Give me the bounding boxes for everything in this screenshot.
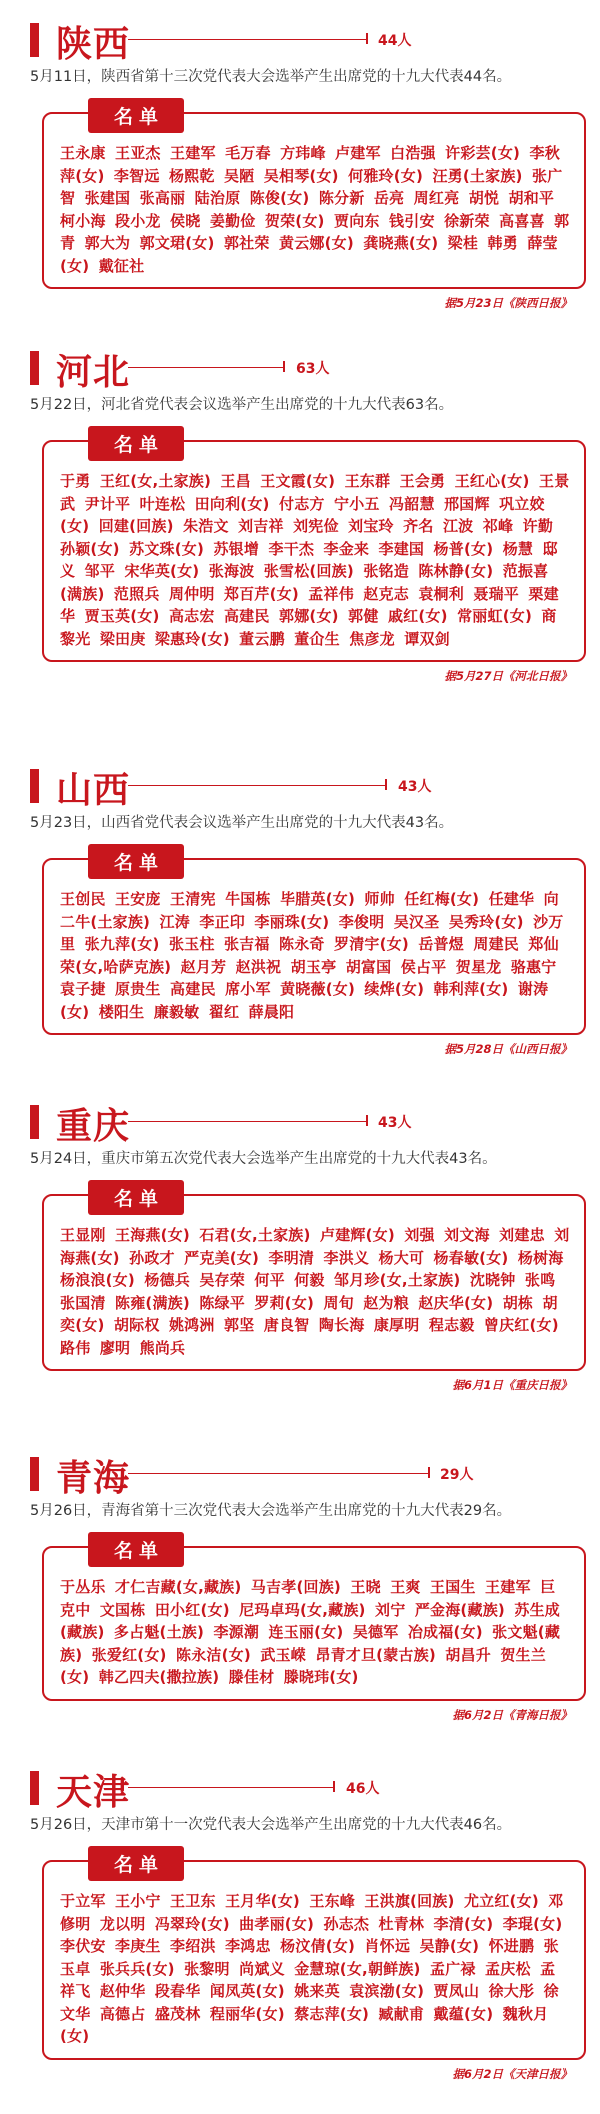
name-list: 于勇 王红(女,土家族) 王昌 王文霞(女) 王东群 王会勇 王红心(女) 王景武 尹计平 叶连松 田向利(女) 付志方 宁小五 冯韶慧 邢国辉 巩立姣(女) 回建(回族) 朱浩文 刘吉祥 刘宪俭 刘宝玲 齐名 江波 祁峰 许勤 孙颖(女) 苏文珠(女) 苏银增 李干杰 李金来 李建国 杨普(女) 杨慧 邸义 邹平 宋华英(女) 张海波 张雪松(回族) 张铭造 陈林静(女) 范振喜(满族) 范照兵 周仲明 郑百芹(女) 孟祥伟 赵克志 袁桐利 聂瑞平 栗建华 贾玉英(女) 高志宏 高建民 郭娜(女) 郭健 戚红(女) 常丽虹(女) 商黎光 梁田庚 梁惠玲(女) 董云鹏 董仚生 焦彦龙 谭双剑 — [60, 472, 570, 648]
title-accent-bar — [30, 351, 39, 385]
name-list: 王创民 王安庞 王清宪 牛国栋 毕腊英(女) 师帅 任红梅(女) 任建华 向二牛(土家族) 江涛 李正印 李丽珠(女) 李俊明 吴汉圣 吴秀玲(女) 沙万里 张九萍(女) 张玉柱 张吉福 陈永奇 罗清宇(女) 岳普煜 周建民 郑仙荣(女,哈萨克族) 赵月芳 赵洪祝 胡玉亭 胡富国 侯占平 贺星龙 骆惠宁 袁子捷 原贵生 高建民 席小军 黄晓薇(女) 续烨(女) 韩利萍(女) 谢涛(女) 楼阳生 廉毅敏 翟红 薛晨阳 — [60, 890, 564, 1021]
section-count: 43人 — [398, 779, 432, 795]
section-title: 天津 — [56, 1772, 131, 1813]
name-list-box — [42, 1540, 586, 1701]
title-rule — [128, 39, 366, 40]
name-list: 于丛乐 才仁吉藏(女,藏族) 马吉孝(回族) 王晓 王爽 王国生 王建军 巨克中 文国栋 田小红(女) 尼玛卓玛(女,藏族) 刘宁 严金海(藏族) 苏生成(藏族) 多占魁(土族) 李源潮 连玉丽(女) 吴德军 冶成福(女) 张文魁(藏族) 张爱红(女) 陈永洁(女) 武玉嵘 昂青才旦(蒙古族) 胡昌升 贺生兰(女) 韩乙四夫(撒拉族) 滕佳材 滕晓玮(女) — [60, 1578, 561, 1686]
title-accent-bar — [30, 1771, 39, 1805]
title-rule-end — [333, 1781, 335, 1792]
source-note: 据5月28日《山西日报》 — [444, 1042, 572, 1056]
title-accent-bar — [30, 23, 39, 57]
section-header — [30, 334, 586, 393]
section-header — [30, 752, 586, 811]
section-header — [30, 1088, 586, 1147]
section-intro: 5月22日，河北省党代表会议选举产生出席党的十九大代表63名。 — [30, 397, 454, 413]
section-title: 陕西 — [56, 24, 131, 65]
name-list-box — [42, 1188, 586, 1371]
name-list-box — [42, 1854, 586, 2060]
name-list: 王显刚 王海燕(女) 石君(女,土家族) 卢建辉(女) 刘强 刘文海 刘建忠 刘海燕(女) 孙政才 严克美(女) 李明清 李洪义 杨大可 杨春敏(女) 杨树海 杨浪浪(女) 杨德兵 吴存荣 何平 何毅 邹月珍(女,土家族) 沈晓钟 张鸣 张国清 陈雍(满族) 陈绿平 罗莉(女) 周旬 赵为粮 赵庆华(女) 胡栋 胡奕(女) 胡际权 姚鸿洲 郭坚 唐良智 陶长海 康厚明 程志毅 曾庆红(女) 路伟 廖明 熊尚兵 — [60, 1226, 570, 1357]
section-count: 44人 — [378, 33, 412, 49]
title-rule — [128, 785, 385, 786]
section-count: 63人 — [296, 361, 330, 377]
section-intro: 5月26日，天津市第十一次党代表大会选举产生出席党的十九大代表46名。 — [30, 1817, 512, 1833]
section-header — [30, 1754, 586, 1813]
source-note: 据6月2日《青海日报》 — [452, 1707, 572, 1722]
section-header — [30, 6, 586, 65]
section-tianjin — [0, 1754, 600, 2114]
list-tag: 名单 — [88, 1180, 184, 1215]
source-note: 据5月27日《河北日报》 — [444, 669, 572, 683]
list-tag: 名单 — [88, 98, 184, 133]
title-rule — [128, 367, 283, 368]
source-note: 据5月23日《陕西日报》 — [444, 296, 572, 310]
title-rule — [128, 1121, 366, 1122]
title-accent-bar — [30, 1105, 39, 1139]
name-list: 王永康 王亚杰 王建军 毛万春 方玮峰 卢建军 白浩强 许彩芸(女) 李秋萍(女) 李智远 杨熙乾 吴陋 吴相琴(女) 何雅玲(女) 汪勇(土家族) 张广智 张建国 张高丽 陆治原 陈俊(女) 陈分新 岳亮 周红亮 胡悦 胡和平 柯小海 段小龙 侯晓 姜勤俭 贺荣(女) 贾向东 钱引安 徐新荣 高喜喜 郭青 郭大为 郭文珺(女) 郭社荣 黄云娜(女) 龚晓燕(女) 梁桂 韩勇 薛莹(女) 戴征社 — [60, 144, 570, 275]
title-rule-end — [366, 1115, 368, 1126]
section-title: 重庆 — [56, 1106, 131, 1147]
name-list-box — [42, 106, 586, 289]
section-qinghai — [0, 1440, 600, 1754]
title-rule — [128, 1787, 333, 1788]
section-intro: 5月24日，重庆市第五次党代表大会选举产生出席党的十九大代表43名。 — [30, 1151, 497, 1167]
title-rule-end — [366, 33, 368, 44]
section-title: 河北 — [56, 352, 131, 393]
section-shanxi — [0, 752, 600, 1088]
list-tag: 名单 — [88, 1532, 184, 1567]
list-tag: 名单 — [88, 844, 184, 879]
list-tag: 名单 — [88, 1846, 184, 1881]
title-rule-end — [283, 361, 285, 372]
section-chongqing — [0, 1088, 600, 1440]
name-list: 于立军 王小宁 王卫东 王月华(女) 王东峰 王洪旗(回族) 尤立红(女) 邓修明 龙以明 冯翠玲(女) 曲孝丽(女) 孙志杰 杜青林 李清(女) 李琨(女) 李伏安 李庚生 李绍洪 李鸿忠 杨汶倩(女) 肖怀远 吴静(女) 怀进鹏 张玉卓 张兵兵(女) 张黎明 尚斌义 金慧琼(女,朝鲜族) 孟广禄 孟庆松 孟祥飞 赵仲华 段春华 闻凤英(女) 姚来英 袁滨渤(女) 贾凤山 徐大彤 徐文华 高德占 盛茂林 程丽华(女) 蔡志萍(女) 臧献甫 戴蕴(女) 魏秋月(女) — [60, 1892, 564, 2045]
section-count: 46人 — [346, 1781, 380, 1797]
title-accent-bar — [30, 1457, 39, 1491]
title-rule — [128, 1473, 428, 1474]
name-list-box — [42, 434, 586, 662]
title-accent-bar — [30, 769, 39, 803]
section-shaanxi — [0, 6, 600, 334]
section-hebei — [0, 334, 600, 752]
section-intro: 5月26日，青海省第十三次党代表大会选举产生出席党的十九大代表29名。 — [30, 1503, 512, 1519]
section-title: 山西 — [56, 770, 131, 811]
section-intro: 5月23日，山西省党代表会议选举产生出席党的十九大代表43名。 — [30, 815, 454, 831]
source-note: 据6月1日《重庆日报》 — [452, 1378, 572, 1392]
title-rule-end — [428, 1467, 430, 1478]
title-rule-end — [385, 779, 387, 790]
section-title: 青海 — [56, 1458, 131, 1499]
section-count: 43人 — [378, 1115, 412, 1131]
source-note: 据6月2日《天津日报》 — [452, 2066, 572, 2081]
section-intro: 5月11日，陕西省第十三次党代表大会选举产生出席党的十九大代表44名。 — [30, 69, 512, 85]
name-list-box — [42, 852, 586, 1035]
list-tag: 名单 — [88, 426, 184, 461]
section-header — [30, 1440, 586, 1499]
section-count: 29人 — [440, 1467, 474, 1483]
